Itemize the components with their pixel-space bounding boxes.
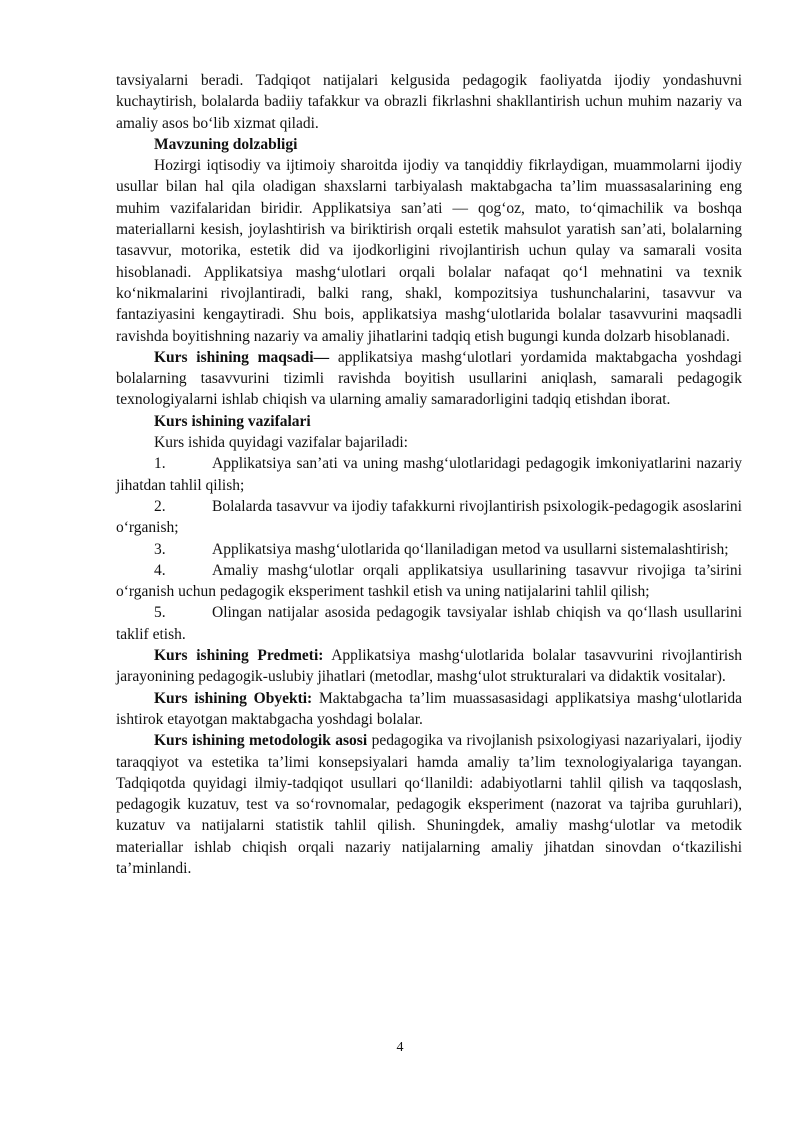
- task-text: Olingan natijalar asosida pedagogik tavsiyalar ishlab chiqish va qo‘llash usullarini taklif etish.: [116, 604, 742, 643]
- object-label: Kurs ishining Obyekti:: [154, 689, 313, 707]
- task-number: 4.: [154, 561, 166, 579]
- tasks-intro: Kurs ishida quyidagi vazifalar bajariladi:: [154, 434, 408, 452]
- intro-paragraph: tavsiyalarni beradi. Tadqiqot natijalari kelgusida pedagogik faoliyatda ijodiy yondashuvni kuchaytirish, bolalarda badiiy tafakkur va obrazli fikrlashni shakllantirish uchun muhim nazariy va amaliy asos bo‘lib xizmat qiladi.: [116, 72, 742, 132]
- goal-label: Kurs ishining maqsadi—: [154, 348, 330, 366]
- document-page: [116, 70, 742, 879]
- task-number: 1.: [154, 455, 166, 473]
- subject-paragraph: [116, 645, 742, 688]
- task-number: 5.: [154, 604, 166, 622]
- subject-text: Applikatsiya mashg‘ulotlarida bolalar tasavvurini rivojlantirish jarayonining pedagogik-uslubiy jihatlari (metodlar, mashg‘ulot strukturalari va didaktik vositalar).: [116, 647, 742, 686]
- relevance-heading: Mavzuning dolzabligi: [154, 135, 298, 153]
- task-item: [116, 496, 742, 539]
- relevance-paragraph: Hozirgi iqtisodiy va ijtimoiy sharoitda ijodiy va tanqiddiy fikrlaydigan, muammolarni ijodiy usullar bilan hal qila oladigan shaxslarni tarbiyalash maktabgacha ta’lim muassasalarining eng muhim vazifalaridan biridir. Applikatsiya san’ati — qog‘oz, mato, to‘qimachilik va boshqa materiallarni kesish, joylashtirish va biriktirish orqali estetik mahsulot yaratish san’ati, bolalarning tasavvur, motorika, estetik did va ijodkorligini rivojlantirish uchun qulay va samarali vosita hisoblanadi. Applikatsiya mashg‘ulotlari orqali bolalar nafaqat qo‘l mehnatini va texnik ko‘nikmalarini rivojlantiradi, balki rang, shakl, kompozitsiya tushunchalarini, tasavvur va fantaziyasini kengaytiradi. Shu bois, applikatsiya mashg‘ulotlarida bolalar tasavvurini maqsadli ravishda boyitishning nazariy va amaliy jihatlarini tadqiq etish bugungi kunda dolzarb hisoblanadi.: [116, 157, 742, 345]
- task-text: Applikatsiya san’ati va uning mashg‘ulotlaridagi pedagogik imkoniyatlarini nazariy jihatdan tahlil qilish;: [116, 455, 742, 494]
- task-text: Amaliy mashg‘ulotlar orqali applikatsiya usullarining tasavvur rivojiga ta’sirini o‘rganish uchun pedagogik eksperiment tashkil etish va uning natijalarini tahlil qilish;: [116, 561, 742, 601]
- tasks-heading: Kurs ishining vazifalari: [154, 412, 311, 430]
- task-item: [116, 560, 742, 603]
- task-text: Bolalarda tasavvur va ijodiy tafakkurni rivojlantirish psixologik-pedagogik asoslarini o‘rganish;: [116, 497, 742, 537]
- goal-text: applikatsiya mashg‘ulotlari yordamida maktabgacha yoshdagi bolalarning tasavvurini tizimli ravishda boyitish usullarini aniqlash, samarali pedagogik texnologiyalarni ishlab chiqish va ularning amaliy samaradorligini tadqiq etishdan iborat.: [116, 348, 742, 409]
- task-text: Applikatsiya mashg‘ulotlarida qo‘llaniladigan metod va usullarni sistemalashtirish;: [212, 540, 729, 558]
- subject-label: Kurs ishining Predmeti:: [154, 647, 324, 665]
- task-item: [116, 453, 742, 496]
- methodology-label: Kurs ishining metodologik asosi: [154, 732, 368, 750]
- methodology-paragraph: [116, 730, 742, 879]
- object-paragraph: [116, 688, 742, 731]
- task-number: 3.: [154, 540, 166, 558]
- object-text: Maktabgacha ta’lim muassasasidagi applikatsiya mashg‘ulotlarida ishtirok etayotgan maktabgacha yoshdagi bolalar.: [116, 689, 742, 728]
- task-item: [116, 539, 742, 560]
- goal-paragraph: [116, 347, 742, 411]
- page-number: 4: [396, 1040, 404, 1055]
- task-number: 2.: [154, 497, 166, 515]
- methodology-text: pedagogika va rivojlanish psixologiyasi nazariyalari, ijodiy taraqqiyot va estetika ta’limi konsepsiyalari hamda amaliy ta’lim texnologiyalariga tayangan. Tadqiqotda quyidagi ilmiy-tadqiqot usullari qo‘llanildi: adabiyotlarni tahlil qilish va taqqoslash, pedagogik kuzatuv, test va so‘rovnomalar, pedagogik eksperiment (nazorat va tajriba guruhlari), kuzatuv va natijalarni statistik tahlil qilish. Shuningdek, amaliy mashg‘ulotlar va metodik materiallar ishlab chiqish orqali nazariy natijalarning amaliy jihatdan sinovdan o‘tkazilishi ta’minlandi.: [116, 732, 742, 877]
- task-item: [116, 602, 742, 645]
